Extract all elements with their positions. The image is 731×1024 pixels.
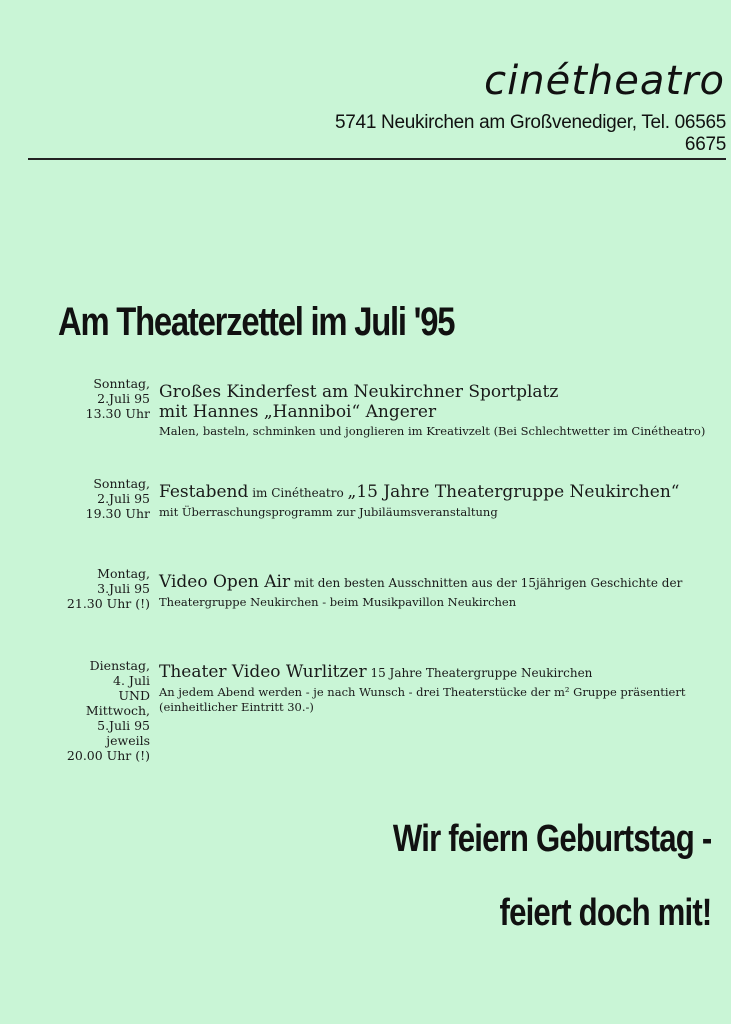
date-line: 13.30 Uhr [85, 406, 150, 421]
event-title [159, 662, 719, 683]
event-date [60, 376, 150, 421]
event-description: Malen, basteln, schminken und jonglieren im Kreativzelt (Bei Schlechtwetter im Cinétheatro) [159, 424, 706, 438]
date-line: Sonntag, [93, 476, 150, 491]
event-title-main: Festabend [159, 482, 249, 502]
event-subtitle: mit Hannes „Hanniboi“ Angerer [159, 402, 437, 422]
date-line: Mittwoch, [85, 703, 150, 718]
date-line: Dienstag, [89, 658, 150, 673]
event-title [159, 482, 719, 503]
event-description: An jedem Abend werden - je nach Wunsch - drei Theaterstücke der m² Gruppe präsentiert (einheitlicher Eintritt 30.-) [159, 685, 686, 714]
event-title-small: 15 Jahre Theatergruppe Neukirchen [366, 666, 593, 680]
event-body [159, 572, 719, 610]
event-body [159, 382, 719, 439]
slogan-line-2: feiert doch mit! [499, 892, 711, 934]
event-date [60, 658, 150, 763]
date-line: 3.Juli 95 [97, 581, 150, 596]
event-date [60, 566, 150, 611]
event-body [159, 662, 719, 715]
address-line: 5741 Neukirchen am Großvenediger, Tel. 06565 6675 [335, 112, 726, 155]
event-title-small: mit den besten Ausschnitten aus der 15jährigen Geschichte der [290, 576, 683, 590]
event-title-small: im Cinétheatro [248, 486, 348, 500]
date-line: 2.Juli 95 [97, 391, 150, 406]
event-date [60, 476, 150, 521]
cinetheatro-logo: cinétheatro [484, 58, 725, 104]
header-divider [28, 158, 726, 160]
date-line: UND [118, 688, 150, 703]
page-title: Am Theaterzettel im Juli '95 [58, 300, 455, 344]
event-description: Theatergruppe Neukirchen - beim Musikpavillon Neukirchen [159, 595, 517, 609]
event-title-rest: „15 Jahre Theatergruppe Neukirchen“ [347, 482, 680, 502]
event-description: mit Überraschungsprogramm zur Jubiläumsveranstaltung [159, 505, 498, 519]
event-body [159, 482, 719, 520]
event-title-main: Video Open Air [159, 572, 291, 592]
date-line: jeweils [106, 733, 150, 748]
event-title-main: Theater Video Wurlitzer [159, 662, 367, 682]
date-line: 19.30 Uhr [85, 506, 150, 521]
date-line: 5.Juli 95 [97, 718, 150, 733]
event-title: Großes Kinderfest am Neukirchner Sportplatz [159, 382, 559, 402]
date-line: Sonntag, [93, 376, 150, 391]
date-line: 2.Juli 95 [97, 491, 150, 506]
date-line: 4. Juli [113, 673, 150, 688]
slogan-line-1: Wir feiern Geburtstag - [392, 818, 711, 860]
date-line: 20.00 Uhr (!) [66, 748, 150, 763]
date-line: 21.30 Uhr (!) [66, 596, 150, 611]
event-title [159, 572, 719, 593]
date-line: Montag, [97, 566, 150, 581]
